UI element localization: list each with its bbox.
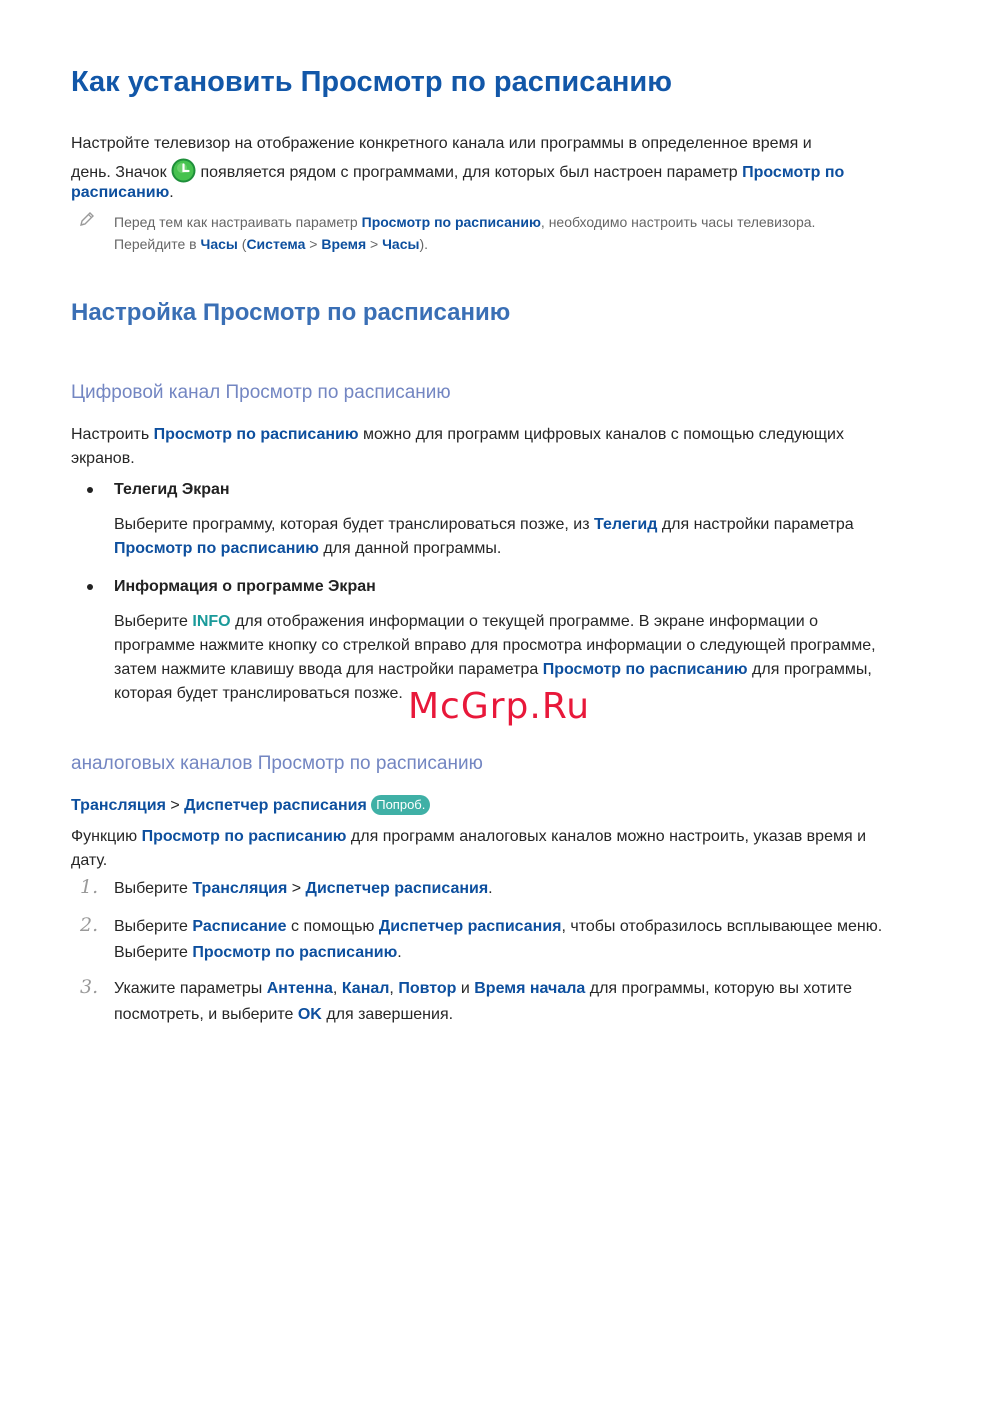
step2-link-scheduled-viewing[interactable]: Просмотр по расписанию [192,944,398,961]
step3-link-repeat[interactable]: Повтор [398,980,457,997]
step-1-text: Выберите Трансляция > Диспетчер расписания. [114,880,493,897]
analog-menu-path: Трансляция > Диспетчер расписания Попроб. [71,794,430,818]
link-guide[interactable]: Телегид [594,516,658,533]
step2-link-schedule[interactable]: Расписание [192,918,287,935]
step3-link-start-time[interactable]: Время начала [474,980,586,997]
note-line-2: Перейдите в Часы (Система > Время > Часы). [114,236,429,252]
step1-link-broadcast[interactable]: Трансляция [192,880,288,897]
path-broadcast[interactable]: Трансляция [71,797,166,814]
note-link-clock-2[interactable]: Часы [382,236,420,252]
step2-link-schedule-manager[interactable]: Диспетчер расписания [378,918,562,935]
analog-heading: аналоговых каналов Просмотр по расписанию [71,753,483,774]
note-link-scheduled-viewing[interactable]: Просмотр по расписанию [361,214,541,230]
link-scheduled-viewing-guide[interactable]: Просмотр по расписанию [114,540,319,557]
intro-line-2: день. Значок появляется рядом с программами, для которых был настроен параметр Просмотр по [71,158,951,185]
link-scheduled-viewing-cont[interactable]: расписанию [71,184,170,201]
step1-link-schedule-manager[interactable]: Диспетчер расписания [305,880,489,897]
step-3-text: Укажите параметры Антенна, Канал, Повтор и Время начала для программы, которую вы хотите посмотреть, и выберите OK для завершения. [114,980,853,1023]
intro-paragraph [71,132,951,205]
link-scheduled-viewing[interactable]: Просмотр по [742,164,845,181]
note-line-1: Перед тем как настраивать параметр Просмотр по расписанию, необходимо настроить часы телевизора. [114,214,816,230]
digital-link-scheduled-viewing[interactable]: Просмотр по расписанию [153,426,359,443]
section-title: Настройка Просмотр по расписанию [71,299,511,326]
step-number: 2. [80,914,99,936]
link-scheduled-viewing-info[interactable]: Просмотр по расписанию [542,661,748,678]
bullet-info-text: Выберите INFO для отображения информации о текущей программе. В экране информации о программе нажмите кнопку со стрелкой вправо для просмотра информации о следующей программе, затем нажмите клавишу ввода для настройки параметра Просмотр по расписанию для программы, которая будет транслироваться позже. [114,613,876,702]
bullet-guide-title: Телегид Экран [114,481,230,498]
step3-link-antenna[interactable]: Антенна [266,980,333,997]
note-link-time[interactable]: Время [321,236,367,252]
info-button-label[interactable]: INFO [192,613,231,630]
note-link-system[interactable]: Система [246,236,306,252]
step3-link-ok[interactable]: OK [297,1006,322,1023]
analog-link-scheduled-viewing[interactable]: Просмотр по расписанию [141,828,347,845]
digital-intro: Настроить Просмотр по расписанию можно для программ цифровых каналов с помощью следующих экранов. [71,426,844,467]
bullet-info-title: Информация о программе Экран [114,578,376,595]
try-now-button[interactable]: Попроб. [371,795,430,815]
digital-heading: Цифровой канал Просмотр по расписанию [71,382,451,403]
scheduled-clock-icon [171,158,196,183]
pencil-note-icon [78,211,96,229]
watermark: McGrp.Ru [408,686,591,727]
bullet-dot [87,584,93,590]
step3-link-channel[interactable]: Канал [341,980,390,997]
bullet-guide-text: Выберите программу, которая будет транслироваться позже, из Телегид для настройки параметра Просмотр по расписанию для данной программы. [114,516,854,557]
intro-line-1: Настройте телевизор на отображение конкретного канала или программы в определенное время и [71,135,812,152]
bullet-dot [87,487,93,493]
analog-intro: Функцию Просмотр по расписанию для программ аналоговых каналов можно настроить, указав время и дату. [71,828,867,869]
step-number: 3. [80,976,99,998]
step-number: 1. [80,876,99,898]
note-link-clock[interactable]: Часы [200,236,238,252]
page-title: Как установить Просмотр по расписанию [71,66,672,98]
path-schedule-manager[interactable]: Диспетчер расписания [184,797,367,814]
clock-note [114,211,974,255]
step-2-text: Выберите Расписание с помощью Диспетчер расписания, чтобы отобразилось всплывающее меню. Выберите Просмотр по расписанию. [114,918,883,961]
intro-line-3: расписанию. [71,184,174,201]
